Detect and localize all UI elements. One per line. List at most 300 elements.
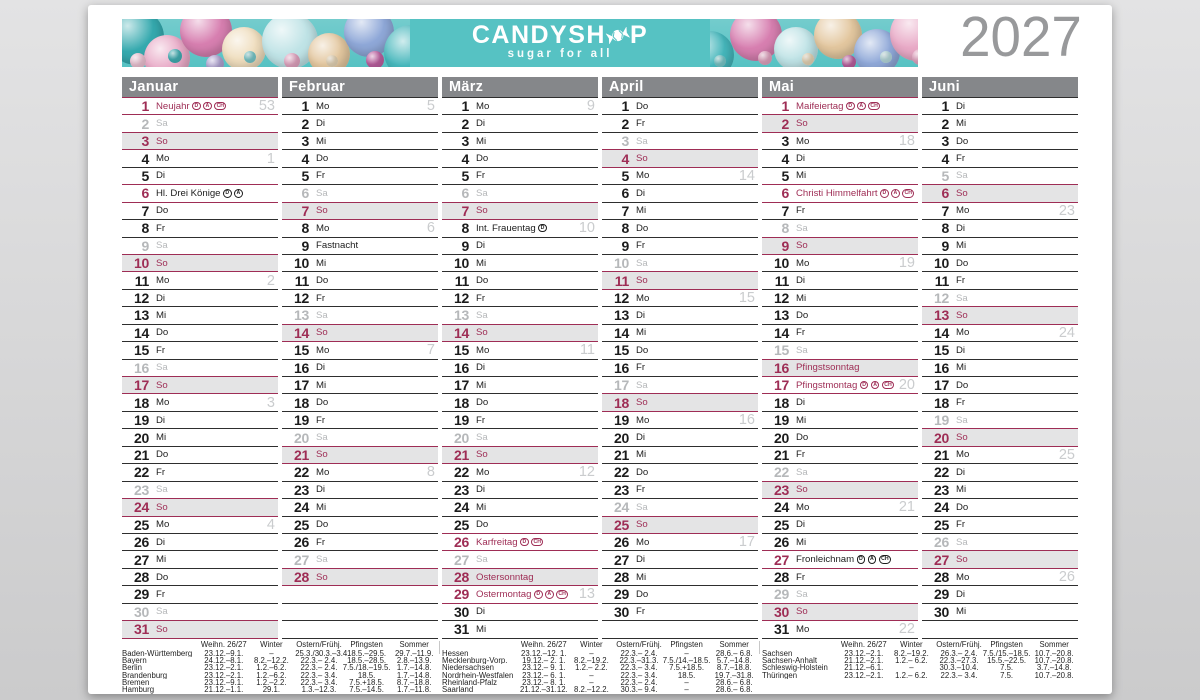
day-number: 24	[614, 499, 629, 516]
day-number: 22	[454, 464, 469, 481]
day-label	[476, 362, 485, 373]
holiday-dates: 1.2.– 6.2.	[895, 655, 928, 665]
day-number: 8	[301, 220, 309, 237]
day-label	[956, 223, 965, 234]
day-label-text: Do	[316, 519, 329, 531]
day-row	[122, 97, 278, 114]
day-number: 18	[294, 394, 309, 411]
day-row	[922, 289, 1078, 306]
day-label-text: Di	[156, 414, 166, 426]
day-label-text: Do	[156, 571, 169, 583]
school-holidays-group	[122, 641, 438, 694]
day-number: 14	[454, 324, 469, 341]
day-label-text: Maifeiertag	[796, 100, 844, 112]
day-number: 7	[141, 202, 149, 219]
holiday-dates: 29.1.	[262, 685, 281, 694]
day-label-text: Di	[956, 222, 966, 234]
column-header: Weihn. 26/27	[840, 640, 887, 649]
day-label	[316, 240, 358, 251]
day-label	[956, 537, 968, 548]
day-row	[762, 481, 918, 498]
day-row	[282, 149, 438, 166]
day-label-text: So	[476, 205, 488, 217]
day-number: 27	[454, 551, 469, 568]
day-number: 15	[454, 342, 469, 359]
day-row	[762, 463, 918, 480]
school-holidays-row	[762, 657, 1078, 664]
day-row	[922, 237, 1078, 254]
month-header: Januar	[122, 77, 278, 97]
day-label	[636, 415, 649, 426]
week-number: 24	[1058, 324, 1075, 341]
day-label-text: Do	[156, 205, 169, 217]
day-row	[922, 463, 1078, 480]
day-label	[316, 118, 325, 129]
day-number: 6	[461, 185, 469, 202]
day-label	[636, 467, 648, 478]
day-label	[156, 519, 169, 530]
week-number: 13	[578, 586, 595, 603]
day-row	[122, 167, 278, 184]
day-label	[156, 502, 168, 513]
column-header: Ostern/Frühj.	[296, 640, 342, 649]
day-label-text: Mi	[956, 240, 967, 252]
holiday-dates: 24.12.–8.1.	[204, 655, 244, 665]
day-label	[636, 397, 648, 408]
day-label	[956, 467, 965, 478]
day-label-text: Di	[796, 519, 806, 531]
day-label-text: So	[156, 379, 168, 391]
day-label-text: So	[636, 519, 648, 531]
day-label-text: Do	[476, 153, 489, 165]
day-label-text: Mi	[156, 554, 167, 566]
day-label	[476, 484, 485, 495]
candy-ball	[222, 27, 266, 67]
week-number: 6	[426, 220, 435, 237]
day-number: 1	[781, 98, 789, 115]
day-label	[636, 554, 645, 565]
day-number: 23	[294, 481, 309, 498]
day-number: 30	[454, 603, 469, 620]
day-number: 16	[934, 359, 949, 376]
day-number: 16	[294, 359, 309, 376]
day-number: 13	[294, 307, 309, 324]
day-row	[602, 463, 758, 480]
day-number: 17	[454, 377, 469, 394]
day-label-text: Mi	[956, 362, 967, 374]
day-rows	[762, 97, 918, 639]
holiday-dates: –	[589, 678, 594, 688]
day-row	[122, 585, 278, 602]
day-label	[476, 153, 488, 164]
holiday-dates: 7.5./18.–19.5.	[342, 663, 391, 673]
holiday-dates: 21.12.–2.1.	[844, 655, 884, 665]
year-label: 2027	[960, 5, 1082, 69]
day-label-text: Mi	[156, 432, 167, 444]
day-label	[316, 380, 326, 391]
day-label-text: Fr	[956, 519, 966, 531]
day-number: 23	[454, 481, 469, 498]
day-row	[122, 393, 278, 410]
day-row	[762, 359, 918, 376]
day-label-text: Sa	[476, 187, 488, 199]
day-row	[282, 184, 438, 201]
day-label	[636, 153, 648, 164]
day-number: 3	[621, 133, 629, 150]
day-label-text: Sa	[636, 501, 648, 513]
state-name: Brandenburg	[122, 671, 168, 680]
day-number: 12	[134, 290, 149, 307]
day-number: 26	[934, 534, 949, 551]
day-number: 17	[934, 377, 949, 394]
candy-ball	[284, 53, 300, 67]
day-row	[282, 341, 438, 358]
day-label	[316, 345, 329, 356]
day-row	[282, 568, 438, 585]
day-row	[122, 463, 278, 480]
school-holidays-row	[122, 686, 438, 693]
holiday-dates: 21.12.–6.1.	[844, 663, 884, 673]
week-number: 53	[258, 98, 275, 115]
day-label-text: Sa	[156, 118, 168, 130]
day-label-text: Sa	[476, 309, 488, 321]
day-label	[796, 275, 805, 286]
day-row	[442, 516, 598, 533]
day-number: 4	[301, 150, 309, 167]
holiday-dates: 8.2.–12.2.	[254, 655, 289, 665]
day-label-text: Fr	[316, 414, 326, 426]
day-label-text: Fr	[956, 153, 966, 165]
day-label-text: Fr	[796, 205, 806, 217]
day-label	[316, 153, 328, 164]
day-label-text: So	[476, 327, 488, 339]
day-row	[282, 219, 438, 236]
week-number: 16	[738, 412, 755, 429]
country-badge-icon: D	[538, 224, 547, 232]
day-row	[442, 393, 598, 410]
day-number: 25	[774, 516, 789, 533]
day-label	[956, 397, 965, 408]
day-row	[282, 516, 438, 533]
month-grid	[122, 77, 1078, 639]
country-badge-icon: D	[534, 590, 543, 598]
day-label-text: Di	[476, 240, 486, 252]
day-label	[156, 572, 168, 583]
country-badge-icon: D	[846, 102, 855, 110]
state-name: Sachsen-Anhalt	[762, 656, 818, 665]
day-row	[602, 97, 758, 114]
day-label-text: Mo	[316, 344, 330, 356]
day-number: 17	[134, 377, 149, 394]
week-number: 7	[426, 342, 435, 359]
day-label	[956, 118, 966, 129]
day-number: 30	[774, 603, 789, 620]
holiday-dates: 1.2.– 6.2.	[895, 670, 928, 680]
day-label	[636, 449, 646, 460]
day-label	[636, 327, 646, 338]
day-row	[442, 324, 598, 341]
day-number: 10	[934, 255, 949, 272]
day-row	[602, 254, 758, 271]
column-header: Pfingsten	[670, 640, 703, 649]
day-label	[956, 502, 968, 513]
day-number: 27	[134, 551, 149, 568]
day-number: 6	[141, 185, 149, 202]
day-label	[156, 136, 168, 147]
day-label	[956, 153, 965, 164]
day-label-text: So	[316, 205, 328, 217]
day-label	[476, 188, 488, 199]
state-name: Mecklenburg-Vorp.	[442, 656, 508, 665]
day-number: 24	[294, 499, 309, 516]
day-number: 31	[454, 621, 469, 638]
holiday-dates: 7.5.+18.5.	[349, 678, 385, 688]
day-number: 18	[454, 394, 469, 411]
day-label	[796, 484, 808, 495]
day-label	[636, 275, 648, 286]
state-name: Bayern	[122, 656, 147, 665]
day-number: 14	[934, 324, 949, 341]
day-number: 24	[454, 499, 469, 516]
day-row	[122, 324, 278, 341]
day-row	[122, 341, 278, 358]
day-row	[122, 620, 278, 637]
day-number: 7	[941, 202, 949, 219]
day-row	[122, 481, 278, 498]
day-row	[122, 359, 278, 376]
day-row	[922, 516, 1078, 533]
day-label-text: Mi	[796, 536, 807, 548]
holiday-dates: 22.3.– 3.4.	[300, 670, 338, 680]
country-badge-icon: D	[520, 538, 529, 546]
day-label-text: Do	[476, 397, 489, 409]
holiday-dates: 19.7.–31.8.	[714, 670, 754, 680]
day-number: 20	[454, 429, 469, 446]
state-name: Hamburg	[122, 686, 155, 694]
day-label	[956, 170, 968, 181]
day-row	[602, 585, 758, 602]
day-label-text: Do	[476, 275, 489, 287]
day-label-text: Mo	[956, 571, 970, 583]
holiday-dates: 1.7.–14.8.	[396, 670, 432, 680]
holiday-dates: 7.5.	[1000, 670, 1014, 680]
day-number: 5	[781, 167, 789, 184]
day-label-text: Do	[156, 449, 169, 461]
day-number: 11	[134, 272, 149, 289]
day-label	[796, 258, 809, 269]
day-label-text: Fr	[636, 606, 646, 618]
day-label	[636, 188, 645, 199]
day-number: 26	[134, 534, 149, 551]
week-number: 23	[1058, 202, 1075, 219]
day-label	[956, 362, 966, 373]
day-label	[316, 484, 325, 495]
day-row	[762, 376, 918, 393]
day-label-text: Fr	[316, 292, 326, 304]
day-row	[762, 289, 918, 306]
day-number: 16	[774, 359, 789, 376]
day-label	[316, 449, 328, 460]
day-label-text: Do	[636, 588, 649, 600]
day-label	[956, 293, 968, 304]
state-name: Sachsen	[762, 649, 793, 657]
day-label-text: Sa	[956, 170, 968, 182]
day-label-text: Do	[636, 100, 649, 112]
holiday-dates: 22.3.– 3.4.	[620, 670, 658, 680]
day-row	[602, 289, 758, 306]
holiday-dates: 1.2.–2.2.	[256, 678, 287, 688]
day-number: 8	[781, 220, 789, 237]
holiday-dates: 23.12.– 6. 1.	[522, 670, 566, 680]
day-label-text: Sa	[956, 292, 968, 304]
day-label	[316, 397, 328, 408]
day-label-text: So	[796, 240, 808, 252]
day-label	[156, 275, 169, 286]
day-number: 6	[941, 185, 949, 202]
column-header: Pfingsten	[990, 640, 1023, 649]
holiday-dates: 23.12.–9.1.	[204, 678, 244, 688]
day-label-text: Mo	[796, 501, 810, 513]
day-label	[476, 449, 488, 460]
day-label	[796, 537, 806, 548]
day-label	[316, 362, 325, 373]
holiday-dates: –	[684, 648, 689, 658]
day-label	[156, 554, 166, 565]
day-row	[122, 114, 278, 131]
day-number: 20	[134, 429, 149, 446]
day-label-text: Di	[636, 187, 646, 199]
day-label	[476, 258, 486, 269]
day-number: 5	[141, 167, 149, 184]
day-number: 23	[614, 481, 629, 498]
day-row	[762, 237, 918, 254]
day-label-text: Di	[476, 118, 486, 130]
day-row	[922, 481, 1078, 498]
day-row	[442, 498, 598, 515]
day-number: 8	[941, 220, 949, 237]
holiday-dates: –	[684, 685, 689, 694]
day-label-text: Fr	[156, 466, 166, 478]
day-label	[316, 188, 328, 199]
day-label	[156, 327, 168, 338]
day-number: 17	[294, 377, 309, 394]
day-label-text: So	[636, 397, 648, 409]
week-number: 5	[426, 98, 435, 115]
holiday-dates: 10.7.–20.8.	[1034, 670, 1074, 680]
day-row	[922, 550, 1078, 567]
week-number: 14	[738, 167, 755, 184]
day-label	[796, 223, 808, 234]
day-label-text: So	[316, 449, 328, 461]
day-number: 26	[454, 534, 469, 551]
day-label	[636, 170, 649, 181]
month-column-januar	[122, 77, 278, 639]
day-row	[762, 341, 918, 358]
day-label-text: Fr	[156, 222, 166, 234]
state-name: Baden-Württemberg	[122, 649, 193, 657]
country-badge-icon: CH	[556, 590, 568, 598]
day-label	[476, 624, 486, 635]
day-label-text: Pfingstmontag	[796, 379, 858, 391]
day-number: 19	[134, 412, 149, 429]
day-label-text: Fr	[636, 484, 646, 496]
day-label	[156, 118, 168, 129]
day-row	[442, 289, 598, 306]
day-label	[796, 345, 808, 356]
day-label-text: Mo	[956, 205, 970, 217]
day-label-text: Mi	[316, 379, 327, 391]
country-badge-icon: A	[234, 189, 243, 197]
day-label-text: Di	[156, 170, 166, 182]
day-number: 8	[141, 220, 149, 237]
day-number: 3	[141, 133, 149, 150]
day-row	[922, 114, 1078, 131]
week-number: 19	[898, 255, 915, 272]
day-label	[796, 310, 808, 321]
day-row	[122, 289, 278, 306]
day-label	[476, 293, 485, 304]
day-row	[602, 568, 758, 585]
week-number: 9	[586, 98, 595, 115]
day-number: 30	[134, 603, 149, 620]
day-row	[922, 568, 1078, 585]
day-label-text: Mo	[156, 397, 170, 409]
day-label	[156, 537, 165, 548]
day-label	[956, 572, 969, 583]
month-column-april	[602, 77, 758, 639]
day-label	[956, 415, 968, 426]
holiday-dates: –	[269, 648, 274, 658]
day-number: 20	[614, 429, 629, 446]
day-label	[956, 275, 965, 286]
day-row	[442, 411, 598, 428]
candy-ball	[366, 51, 384, 67]
holiday-dates: 3.7.–14.8.	[1036, 663, 1072, 673]
day-label-text: So	[156, 257, 168, 269]
candy-ball	[168, 49, 182, 63]
day-number: 6	[781, 185, 789, 202]
day-label-text: So	[956, 309, 968, 321]
banner-candy-image	[122, 19, 918, 67]
day-label	[796, 624, 809, 635]
day-label	[956, 205, 969, 216]
day-row	[122, 202, 278, 219]
day-number: 5	[941, 167, 949, 184]
day-label-text: Fr	[956, 397, 966, 409]
holiday-label	[476, 537, 543, 548]
day-label	[956, 449, 969, 460]
day-label	[156, 310, 166, 321]
day-number: 28	[774, 569, 789, 586]
day-row	[282, 359, 438, 376]
day-label	[316, 170, 325, 181]
day-row	[282, 167, 438, 184]
day-number: 12	[294, 290, 309, 307]
day-row	[922, 271, 1078, 288]
day-row	[922, 428, 1078, 445]
day-label-text: Sa	[636, 379, 648, 391]
day-row	[122, 568, 278, 585]
day-number: 25	[454, 516, 469, 533]
day-row	[762, 498, 918, 515]
day-row	[922, 149, 1078, 166]
day-number: 10	[614, 255, 629, 272]
day-label-text: Mi	[316, 135, 327, 147]
day-label-text: Mi	[636, 449, 647, 461]
day-row	[602, 202, 758, 219]
day-number: 21	[134, 446, 149, 463]
day-label-text: Do	[956, 379, 969, 391]
